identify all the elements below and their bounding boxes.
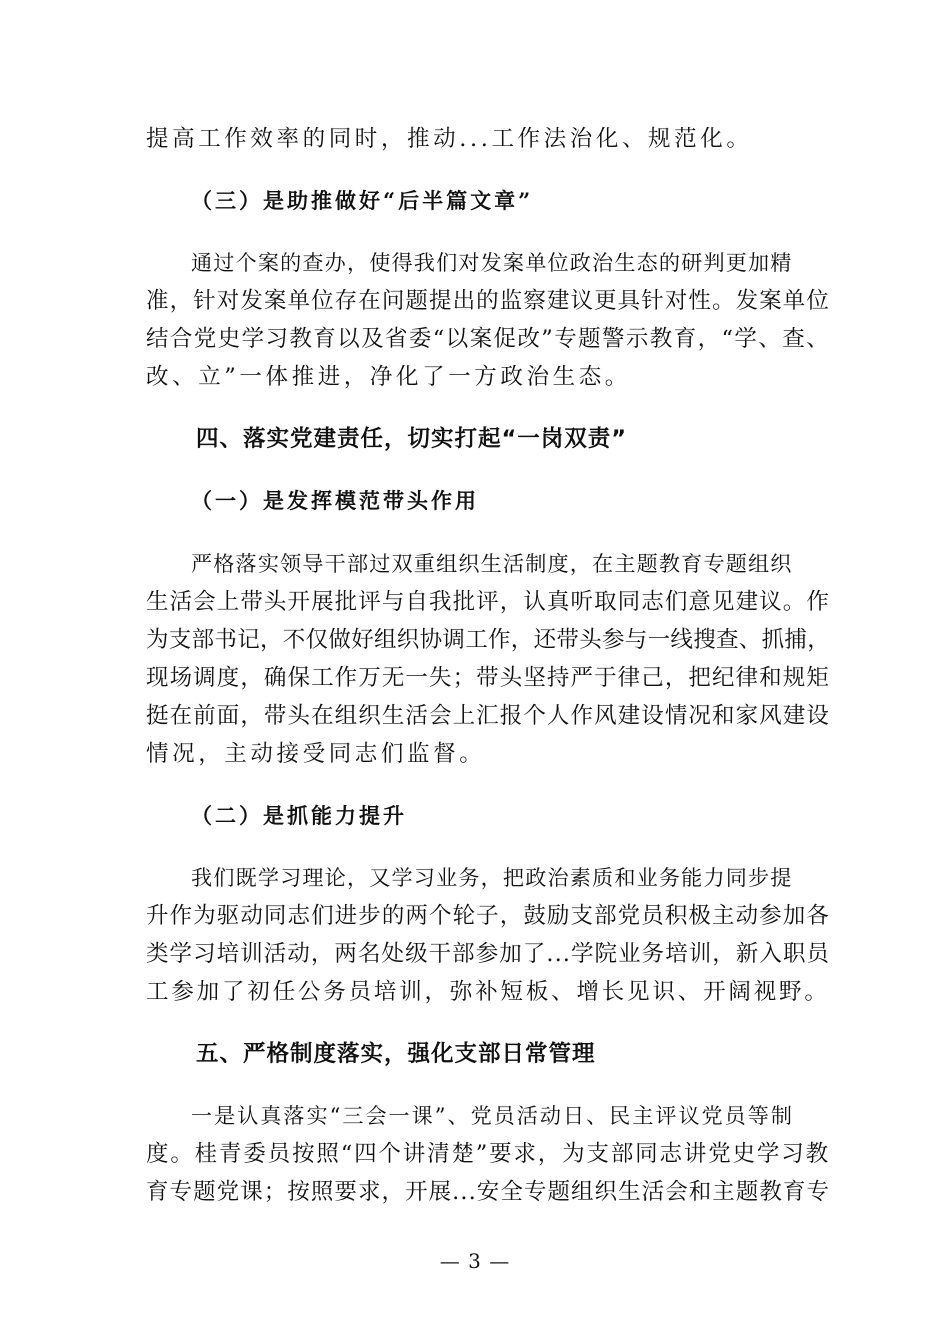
paragraph-line: 度。桂青委员按照“四个讲清楚”要求，为支部同志讲党史学习教 xyxy=(146,1141,830,1167)
paragraph-line: 通过个案的查办，使得我们对发案单位政治生态的研判更加精 xyxy=(191,250,793,275)
section-heading-5: 五、严格制度落实，强化支部日常管理 xyxy=(196,1041,596,1067)
paragraph-line: 升作为驱动同志们进步的两个轮子，鼓励支部党员积极主动参加各 xyxy=(146,903,830,929)
paragraph-line: 结合党史学习教育以及省委“以案促改”专题警示教育，“学、查、 xyxy=(146,326,831,352)
paragraph-line: 提高工作效率的同时，推动...工作法治化、规范化。 xyxy=(146,126,753,152)
subheading-2: （二）是抓能力提升 xyxy=(191,803,407,828)
paragraph-line: 类学习培训活动，两名处级干部参加了...学院业务培训，新入职员 xyxy=(146,941,831,967)
paragraph-line: 改、立”一体推进，净化了一方政治生态。 xyxy=(146,364,631,390)
paragraph-line: 一是认真落实“三会一课”、党员活动日、民主评议党员等制 xyxy=(191,1103,794,1128)
paragraph-line: 我们既学习理论，又学习业务，把政治素质和业务能力同步提 xyxy=(191,865,793,890)
subheading-3: （三）是助推做好“后半篇文章” xyxy=(191,188,534,213)
paragraph-line: 准，针对发案单位存在问题提出的监察建议更具针对性。发案单位 xyxy=(146,288,830,314)
paragraph-line: 严格落实领导干部过双重组织生活制度，在主题教育专题组织 xyxy=(191,551,793,576)
section-heading-4: 四、落实党建责任，切实打起“一岗双责” xyxy=(196,426,628,452)
paragraph-line: 现场调度，确保工作万无一失；带头坚持严于律己，把纪律和规矩 xyxy=(146,665,830,691)
paragraph-line: 生活会上带头开展批评与自我批评，认真听取同志们意见建议。作 xyxy=(146,589,830,615)
paragraph-line: 工参加了初任公务员培训，弥补短板、增长见识、开阔视野。 xyxy=(146,979,830,1005)
paragraph-line: 情况，主动接受同志们监督。 xyxy=(146,741,486,767)
page-number: — 3 — xyxy=(439,1249,511,1273)
paragraph-line: 育专题党课；按照要求，开展...安全专题组织生活会和主题教育专 xyxy=(146,1179,831,1205)
paragraph-line: 挺在前面，带头在组织生活会上汇报个人作风建设情况和家风建设 xyxy=(146,703,830,729)
subheading-1: （一）是发挥模范带头作用 xyxy=(191,488,479,513)
paragraph-line: 为支部书记，不仅做好组织协调工作，还带头参与一线搜查、抓捕， xyxy=(146,627,831,653)
